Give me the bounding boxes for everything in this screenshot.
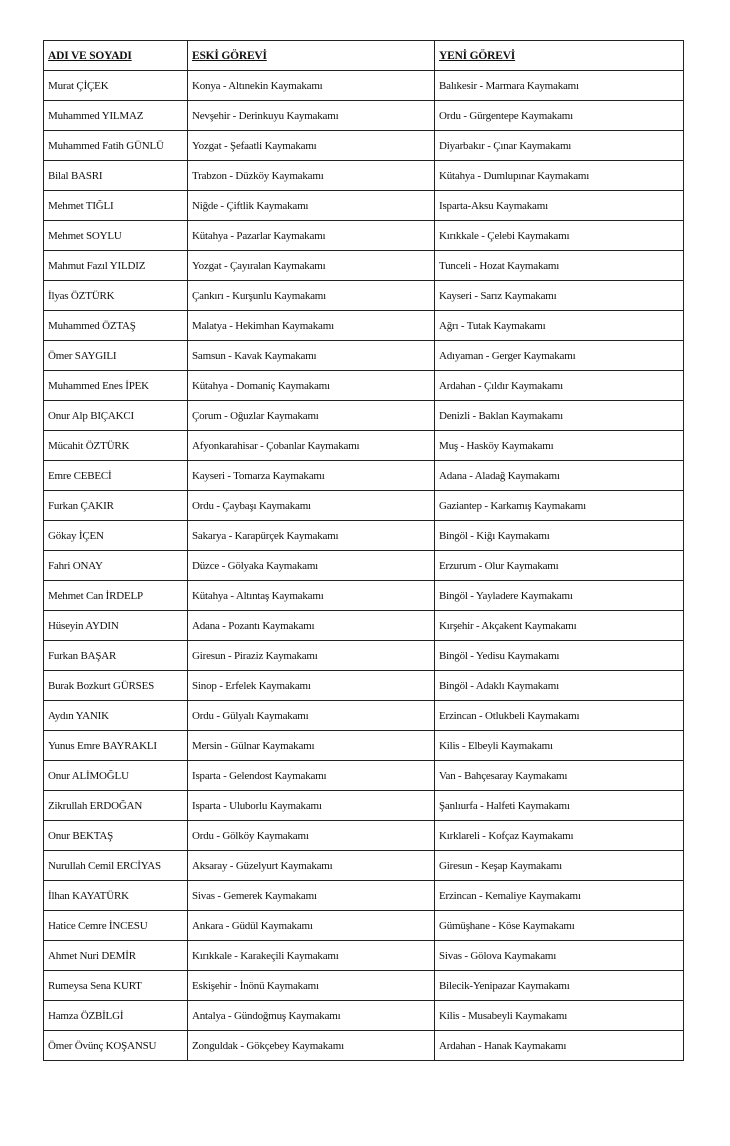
cell-old-position: Afyonkarahisar - Çobanlar Kaymakamı — [188, 431, 435, 461]
cell-old-position: Çankırı - Kurşunlu Kaymakamı — [188, 281, 435, 311]
table-row — [44, 671, 684, 701]
cell-old-position: Samsun - Kavak Kaymakamı — [188, 341, 435, 371]
table-row — [44, 1001, 684, 1031]
table-row — [44, 941, 684, 971]
table-row — [44, 131, 684, 161]
cell-new-position: Diyarbakır - Çınar Kaymakamı — [435, 131, 684, 161]
cell-name: Emre CEBECİ — [44, 461, 188, 491]
cell-old-position: Ordu - Çaybaşı Kaymakamı — [188, 491, 435, 521]
table-row — [44, 461, 684, 491]
table-row — [44, 581, 684, 611]
cell-new-position: Balıkesir - Marmara Kaymakamı — [435, 71, 684, 101]
table-row — [44, 851, 684, 881]
cell-old-position: Sakarya - Karapürçek Kaymakamı — [188, 521, 435, 551]
cell-new-position: Muş - Hasköy Kaymakamı — [435, 431, 684, 461]
cell-name: Mücahit ÖZTÜRK — [44, 431, 188, 461]
cell-old-position: Konya - Altınekin Kaymakamı — [188, 71, 435, 101]
cell-new-position: Ardahan - Hanak Kaymakamı — [435, 1031, 684, 1061]
cell-old-position: Trabzon - Düzköy Kaymakamı — [188, 161, 435, 191]
cell-new-position: Bingöl - Yayladere Kaymakamı — [435, 581, 684, 611]
cell-name: Hüseyin AYDIN — [44, 611, 188, 641]
cell-new-position: Gaziantep - Karkamış Kaymakamı — [435, 491, 684, 521]
cell-old-position: Ordu - Gölköy Kaymakamı — [188, 821, 435, 851]
cell-old-position: Kütahya - Altıntaş Kaymakamı — [188, 581, 435, 611]
cell-old-position: Zonguldak - Gökçebey Kaymakamı — [188, 1031, 435, 1061]
cell-new-position: Kayseri - Sarız Kaymakamı — [435, 281, 684, 311]
table-row — [44, 911, 684, 941]
cell-old-position: Nevşehir - Derinkuyu Kaymakamı — [188, 101, 435, 131]
cell-new-position: Kırklareli - Kofçaz Kaymakamı — [435, 821, 684, 851]
table-row — [44, 161, 684, 191]
table-row — [44, 71, 684, 101]
cell-old-position: Eskişehir - İnönü Kaymakamı — [188, 971, 435, 1001]
cell-name: Furkan ÇAKIR — [44, 491, 188, 521]
cell-new-position: Tunceli - Hozat Kaymakamı — [435, 251, 684, 281]
cell-old-position: Sinop - Erfelek Kaymakamı — [188, 671, 435, 701]
cell-new-position: Ordu - Gürgentepe Kaymakamı — [435, 101, 684, 131]
cell-name: İlhan KAYATÜRK — [44, 881, 188, 911]
cell-name: Ömer Övünç KOŞANSU — [44, 1031, 188, 1061]
cell-new-position: Gümüşhane - Köse Kaymakamı — [435, 911, 684, 941]
cell-old-position: Sivas - Gemerek Kaymakamı — [188, 881, 435, 911]
header-name: ADI VE SOYADI — [44, 41, 188, 71]
cell-name: Muhammed Enes İPEK — [44, 371, 188, 401]
cell-name: Murat ÇİÇEK — [44, 71, 188, 101]
table-row — [44, 371, 684, 401]
table-row — [44, 1031, 684, 1061]
cell-name: Onur ALİMOĞLU — [44, 761, 188, 791]
cell-old-position: Düzce - Gölyaka Kaymakamı — [188, 551, 435, 581]
cell-new-position: Bilecik-Yenipazar Kaymakamı — [435, 971, 684, 1001]
cell-old-position: Malatya - Hekimhan Kaymakamı — [188, 311, 435, 341]
table-row — [44, 431, 684, 461]
table-row — [44, 881, 684, 911]
cell-name: İlyas ÖZTÜRK — [44, 281, 188, 311]
header-row — [44, 41, 684, 71]
cell-old-position: Isparta - Gelendost Kaymakamı — [188, 761, 435, 791]
cell-old-position: Ordu - Gülyalı Kaymakamı — [188, 701, 435, 731]
cell-name: Gökay İÇEN — [44, 521, 188, 551]
cell-name: Ömer SAYGILI — [44, 341, 188, 371]
cell-name: Burak Bozkurt GÜRSES — [44, 671, 188, 701]
cell-name: Hatice Cemre İNCESU — [44, 911, 188, 941]
table-row — [44, 761, 684, 791]
cell-new-position: Adana - Aladağ Kaymakamı — [435, 461, 684, 491]
table-row — [44, 521, 684, 551]
cell-old-position: Isparta - Uluborlu Kaymakamı — [188, 791, 435, 821]
cell-new-position: Van - Bahçesaray Kaymakamı — [435, 761, 684, 791]
cell-new-position: Kırıkkale - Çelebi Kaymakamı — [435, 221, 684, 251]
cell-name: Yunus Emre BAYRAKLI — [44, 731, 188, 761]
table-row — [44, 821, 684, 851]
header-new-position: YENİ GÖREVİ — [435, 41, 684, 71]
cell-old-position: Çorum - Oğuzlar Kaymakamı — [188, 401, 435, 431]
cell-new-position: Denizli - Baklan Kaymakamı — [435, 401, 684, 431]
table-row — [44, 791, 684, 821]
cell-name: Mehmet SOYLU — [44, 221, 188, 251]
cell-name: Furkan BAŞAR — [44, 641, 188, 671]
cell-new-position: Kilis - Musabeyli Kaymakamı — [435, 1001, 684, 1031]
cell-name: Mehmet TIĞLI — [44, 191, 188, 221]
cell-old-position: Giresun - Piraziz Kaymakamı — [188, 641, 435, 671]
cell-new-position: Sivas - Gölova Kaymakamı — [435, 941, 684, 971]
cell-old-position: Mersin - Gülnar Kaymakamı — [188, 731, 435, 761]
cell-new-position: Erzurum - Olur Kaymakamı — [435, 551, 684, 581]
cell-name: Hamza ÖZBİLGİ — [44, 1001, 188, 1031]
cell-new-position: Bingöl - Kiğı Kaymakamı — [435, 521, 684, 551]
table-row — [44, 221, 684, 251]
cell-name: Mehmet Can İRDELP — [44, 581, 188, 611]
table-row — [44, 731, 684, 761]
cell-new-position: Ardahan - Çıldır Kaymakamı — [435, 371, 684, 401]
cell-name: Mahmut Fazıl YILDIZ — [44, 251, 188, 281]
cell-new-position: Şanlıurfa - Halfeti Kaymakamı — [435, 791, 684, 821]
table-row — [44, 311, 684, 341]
cell-old-position: Kütahya - Domaniç Kaymakamı — [188, 371, 435, 401]
cell-old-position: Yozgat - Çayıralan Kaymakamı — [188, 251, 435, 281]
cell-new-position: Kütahya - Dumlupınar Kaymakamı — [435, 161, 684, 191]
cell-name: Rumeysa Sena KURT — [44, 971, 188, 1001]
cell-new-position: Adıyaman - Gerger Kaymakamı — [435, 341, 684, 371]
table-row — [44, 401, 684, 431]
cell-new-position: Kırşehir - Akçakent Kaymakamı — [435, 611, 684, 641]
cell-old-position: Kütahya - Pazarlar Kaymakamı — [188, 221, 435, 251]
table-row — [44, 491, 684, 521]
table-row — [44, 551, 684, 581]
cell-old-position: Kayseri - Tomarza Kaymakamı — [188, 461, 435, 491]
table-row — [44, 971, 684, 1001]
table-row — [44, 251, 684, 281]
cell-old-position: Antalya - Gündoğmuş Kaymakamı — [188, 1001, 435, 1031]
cell-old-position: Adana - Pozantı Kaymakamı — [188, 611, 435, 641]
cell-name: Muhammed Fatih GÜNLÜ — [44, 131, 188, 161]
cell-new-position: Kilis - Elbeyli Kaymakamı — [435, 731, 684, 761]
table-row — [44, 701, 684, 731]
header-old-position: ESKİ GÖREVİ — [188, 41, 435, 71]
table-body — [44, 71, 684, 1061]
cell-new-position: Isparta-Aksu Kaymakamı — [435, 191, 684, 221]
cell-name: Onur Alp BIÇAKCI — [44, 401, 188, 431]
table-row — [44, 611, 684, 641]
table-row — [44, 341, 684, 371]
cell-name: Ahmet Nuri DEMİR — [44, 941, 188, 971]
table-row — [44, 191, 684, 221]
cell-old-position: Niğde - Çiftlik Kaymakamı — [188, 191, 435, 221]
cell-name: Zikrullah ERDOĞAN — [44, 791, 188, 821]
table-row — [44, 101, 684, 131]
cell-new-position: Giresun - Keşap Kaymakamı — [435, 851, 684, 881]
cell-new-position: Erzincan - Otlukbeli Kaymakamı — [435, 701, 684, 731]
cell-old-position: Aksaray - Güzelyurt Kaymakamı — [188, 851, 435, 881]
cell-name: Muhammed ÖZTAŞ — [44, 311, 188, 341]
cell-new-position: Bingöl - Adaklı Kaymakamı — [435, 671, 684, 701]
table-header — [44, 41, 684, 71]
cell-old-position: Yozgat - Şefaatli Kaymakamı — [188, 131, 435, 161]
cell-name: Aydın YANIK — [44, 701, 188, 731]
cell-new-position: Ağrı - Tutak Kaymakamı — [435, 311, 684, 341]
table-row — [44, 641, 684, 671]
table-row — [44, 281, 684, 311]
cell-name: Onur BEKTAŞ — [44, 821, 188, 851]
cell-name: Fahri ONAY — [44, 551, 188, 581]
cell-name: Bilal BASRI — [44, 161, 188, 191]
cell-new-position: Bingöl - Yedisu Kaymakamı — [435, 641, 684, 671]
cell-name: Nurullah Cemil ERCİYAS — [44, 851, 188, 881]
cell-name: Muhammed YILMAZ — [44, 101, 188, 131]
appointments-table — [43, 40, 684, 1061]
cell-old-position: Ankara - Güdül Kaymakamı — [188, 911, 435, 941]
cell-old-position: Kırıkkale - Karakeçili Kaymakamı — [188, 941, 435, 971]
cell-new-position: Erzincan - Kemaliye Kaymakamı — [435, 881, 684, 911]
